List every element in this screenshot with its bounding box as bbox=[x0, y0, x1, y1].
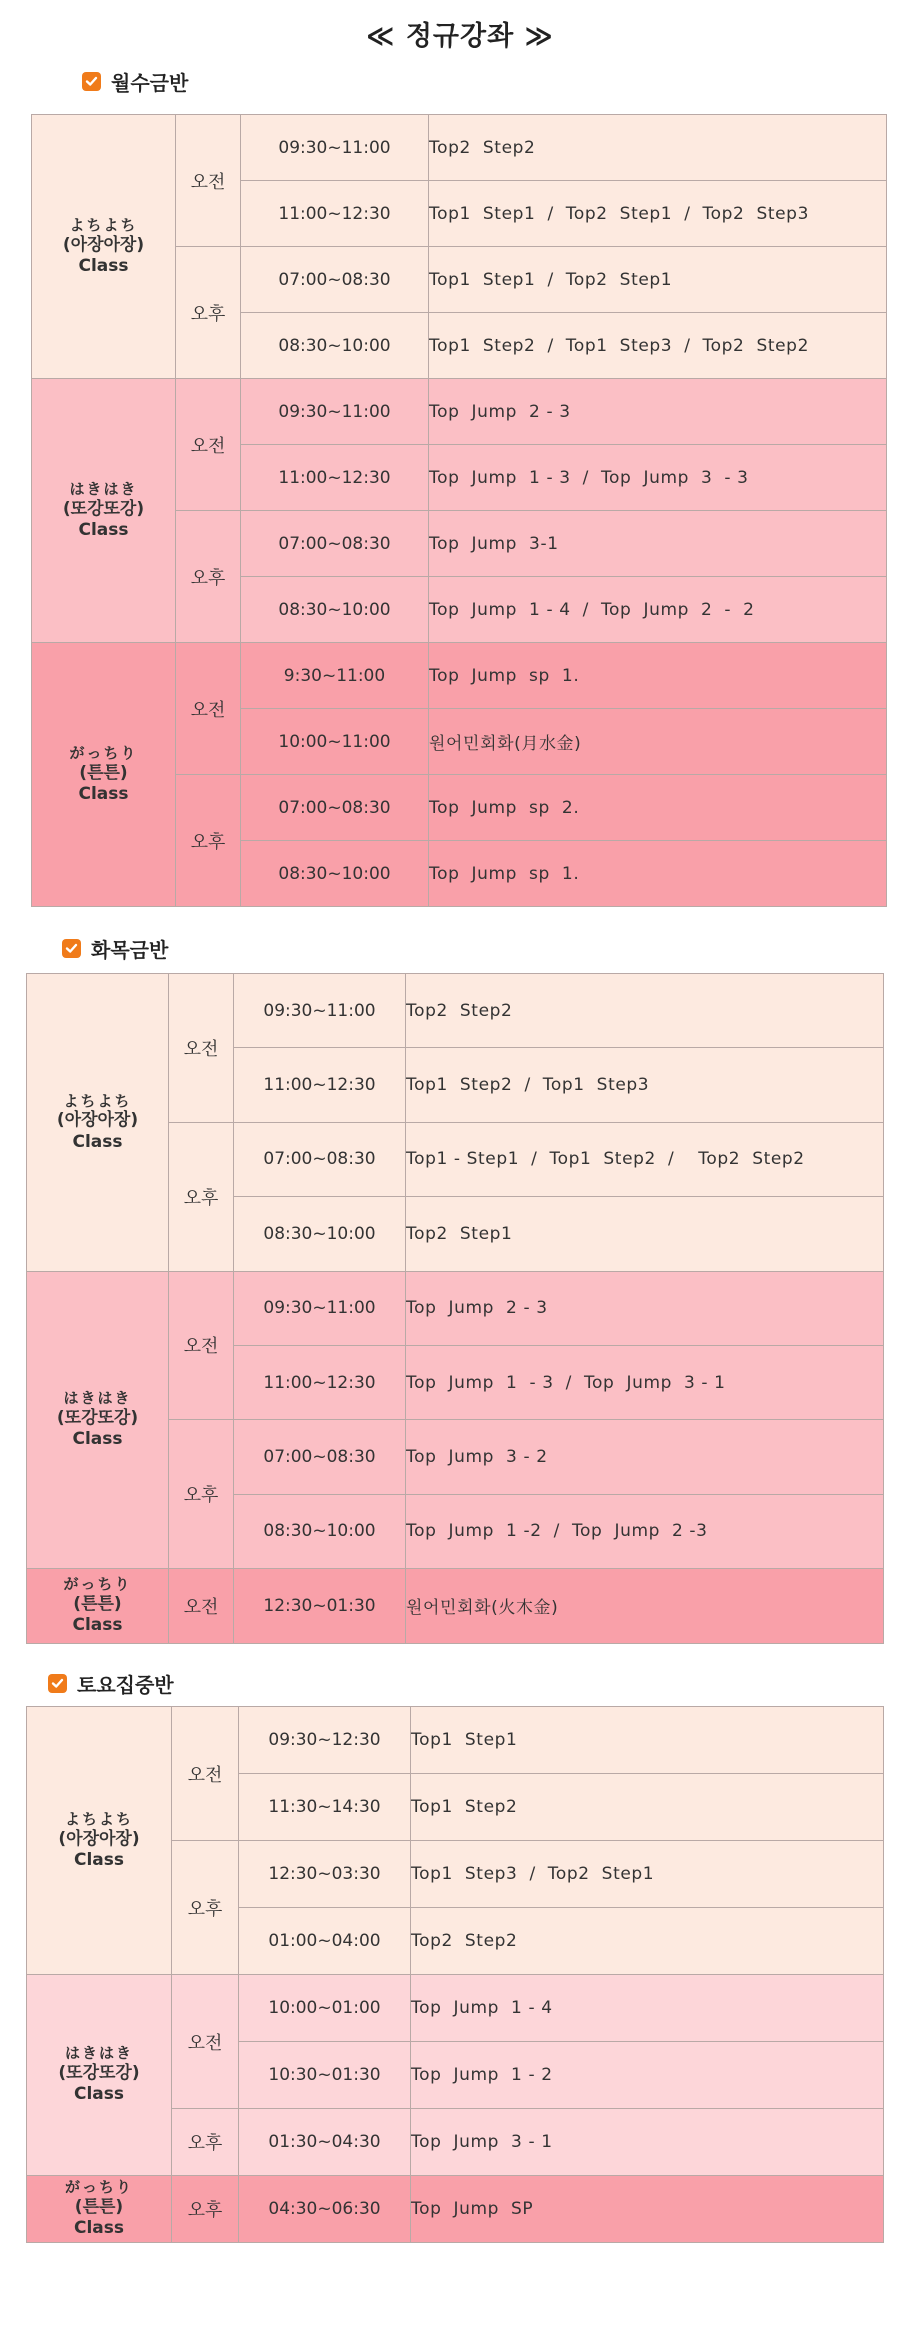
course-cell: Top1 Step3 / Top2 Step1 bbox=[411, 1841, 884, 1908]
course-cell: Top2 Step2 bbox=[429, 115, 887, 181]
period-cell: 오후 bbox=[172, 1841, 239, 1975]
schedule-table bbox=[31, 114, 887, 907]
course-cell: Top2 Step2 bbox=[406, 974, 884, 1048]
course-cell: Top Jump 1 - 4 bbox=[411, 1975, 884, 2042]
class-name-cell bbox=[32, 379, 176, 643]
table-row bbox=[27, 1707, 884, 1774]
time-cell: 04:30~06:30 bbox=[239, 2176, 411, 2243]
checkbox-icon bbox=[82, 72, 101, 91]
class-name-ko: (튼튼) bbox=[73, 1593, 122, 1614]
period-cell: 오후 bbox=[172, 2109, 239, 2176]
time-cell: 08:30~10:00 bbox=[241, 841, 429, 907]
course-cell: Top1 Step2 / Top1 Step3 / Top2 Step2 bbox=[429, 313, 887, 379]
course-cell: Top Jump 1 - 2 bbox=[411, 2042, 884, 2109]
period-cell: 오후 bbox=[172, 2176, 239, 2243]
course-cell: 원어민회화(月水金) bbox=[429, 709, 887, 775]
checkbox-icon bbox=[62, 939, 81, 958]
time-cell: 9:30~11:00 bbox=[241, 643, 429, 709]
course-cell: Top1 Step1 bbox=[411, 1707, 884, 1774]
time-cell: 08:30~10:00 bbox=[241, 577, 429, 643]
course-cell: Top Jump 3 - 2 bbox=[406, 1420, 884, 1494]
class-name-jp: がっちり bbox=[64, 2178, 133, 2197]
time-cell: 07:00~08:30 bbox=[241, 247, 429, 313]
time-cell: 09:30~12:30 bbox=[239, 1707, 411, 1774]
course-cell: Top Jump 2 - 3 bbox=[406, 1271, 884, 1345]
course-cell: Top2 Step1 bbox=[406, 1197, 884, 1271]
time-cell: 12:30~03:30 bbox=[239, 1841, 411, 1908]
time-cell: 11:00~12:30 bbox=[241, 181, 429, 247]
time-cell: 07:00~08:30 bbox=[234, 1420, 406, 1494]
period-cell: 오후 bbox=[176, 775, 241, 907]
section-label bbox=[48, 1668, 174, 1698]
time-cell: 10:30~01:30 bbox=[239, 2042, 411, 2109]
table-row bbox=[27, 1975, 884, 2042]
class-name-jp: よちよち bbox=[63, 1091, 132, 1110]
class-name-cell bbox=[27, 1707, 172, 1975]
period-cell: 오전 bbox=[176, 643, 241, 775]
course-cell: Top Jump SP bbox=[411, 2176, 884, 2243]
class-name-ko: (아장아장) bbox=[56, 1110, 139, 1131]
period-cell: 오전 bbox=[172, 1975, 239, 2109]
course-cell: Top1 Step2 / Top1 Step3 bbox=[406, 1048, 884, 1122]
class-name-cell bbox=[32, 643, 176, 907]
class-name-ko: (아장아장) bbox=[62, 234, 145, 255]
course-cell: Top Jump sp 2. bbox=[429, 775, 887, 841]
class-name-jp: がっちり bbox=[69, 743, 138, 762]
class-name-cell bbox=[27, 974, 169, 1272]
section-label-text: 화목금반 bbox=[91, 937, 169, 962]
course-cell: Top Jump 3-1 bbox=[429, 511, 887, 577]
period-cell: 오후 bbox=[176, 247, 241, 379]
class-name-cell bbox=[27, 1271, 169, 1569]
class-name-ko: (또강또강) bbox=[58, 2063, 140, 2084]
time-cell: 01:30~04:30 bbox=[239, 2109, 411, 2176]
table-row bbox=[27, 974, 884, 1048]
time-cell: 07:00~08:30 bbox=[234, 1122, 406, 1196]
time-cell: 08:30~10:00 bbox=[241, 313, 429, 379]
time-cell: 12:30~01:30 bbox=[234, 1569, 406, 1643]
table-row bbox=[32, 115, 887, 181]
time-cell: 10:00~01:00 bbox=[239, 1975, 411, 2042]
table-row bbox=[32, 643, 887, 709]
course-cell: Top1 Step2 bbox=[411, 1774, 884, 1841]
section-label bbox=[62, 933, 168, 963]
class-name-jp: はきはき bbox=[63, 1389, 132, 1408]
class-name-ko: (튼튼) bbox=[79, 762, 128, 783]
class-name-en: Class bbox=[72, 1429, 123, 1450]
course-cell: Top1 Step1 / Top2 Step1 / Top2 Step3 bbox=[429, 181, 887, 247]
class-name-en: Class bbox=[73, 2084, 124, 2105]
class-name-jp: よちよち bbox=[64, 1809, 133, 1828]
course-cell: 원어민회화(火木金) bbox=[406, 1569, 884, 1643]
class-name-ko: (튼튼) bbox=[74, 2197, 124, 2218]
course-cell: Top1 Step1 / Top2 Step1 bbox=[429, 247, 887, 313]
time-cell: 09:30~11:00 bbox=[234, 974, 406, 1048]
class-name-en: Class bbox=[78, 255, 129, 276]
class-name-en: Class bbox=[72, 1615, 123, 1636]
time-cell: 07:00~08:30 bbox=[241, 775, 429, 841]
time-cell: 08:30~10:00 bbox=[234, 1494, 406, 1568]
course-cell: Top Jump 1 - 3 / Top Jump 3 - 3 bbox=[429, 445, 887, 511]
table-row bbox=[27, 1271, 884, 1345]
time-cell: 01:00~04:00 bbox=[239, 1908, 411, 1975]
time-cell: 11:00~12:30 bbox=[234, 1345, 406, 1419]
course-cell: Top1 - Step1 / Top1 Step2 / Top2 Step2 bbox=[406, 1122, 884, 1196]
time-cell: 10:00~11:00 bbox=[241, 709, 429, 775]
time-cell: 11:30~14:30 bbox=[239, 1774, 411, 1841]
section-label-text: 토요집중반 bbox=[77, 1672, 174, 1697]
time-cell: 09:30~11:00 bbox=[241, 379, 429, 445]
schedule-table bbox=[26, 1706, 884, 2243]
section-label bbox=[82, 66, 188, 96]
course-cell: Top Jump 1 - 4 / Top Jump 2 - 2 bbox=[429, 577, 887, 643]
schedule-table bbox=[26, 973, 884, 1644]
course-cell: Top Jump sp 1. bbox=[429, 841, 887, 907]
class-name-cell bbox=[27, 1569, 169, 1643]
time-cell: 11:00~12:30 bbox=[241, 445, 429, 511]
course-cell: Top Jump sp 1. bbox=[429, 643, 887, 709]
course-cell: Top Jump 3 - 1 bbox=[411, 2109, 884, 2176]
course-cell: Top Jump 1 - 3 / Top Jump 3 - 1 bbox=[406, 1345, 884, 1419]
course-cell: Top Jump 1 -2 / Top Jump 2 -3 bbox=[406, 1494, 884, 1568]
table-row bbox=[32, 379, 887, 445]
period-cell: 오전 bbox=[169, 1569, 234, 1643]
class-name-jp: よちよち bbox=[69, 215, 138, 234]
period-cell: 오전 bbox=[176, 379, 241, 511]
class-name-en: Class bbox=[78, 519, 129, 540]
class-name-en: Class bbox=[78, 783, 129, 804]
class-name-en: Class bbox=[73, 2218, 124, 2239]
time-cell: 08:30~10:00 bbox=[234, 1197, 406, 1271]
time-cell: 09:30~11:00 bbox=[234, 1271, 406, 1345]
period-cell: 오전 bbox=[176, 115, 241, 247]
period-cell: 오전 bbox=[172, 1707, 239, 1841]
class-name-ko: (아장아장) bbox=[58, 1828, 140, 1849]
class-name-en: Class bbox=[72, 1131, 123, 1152]
course-cell: Top2 Step2 bbox=[411, 1908, 884, 1975]
period-cell: 오전 bbox=[169, 974, 234, 1123]
class-name-jp: がっちり bbox=[63, 1575, 132, 1594]
time-cell: 07:00~08:30 bbox=[241, 511, 429, 577]
table-row bbox=[27, 2176, 884, 2243]
period-cell: 오후 bbox=[169, 1122, 234, 1271]
class-name-ko: (또강또강) bbox=[62, 498, 145, 519]
table-row bbox=[27, 1569, 884, 1643]
section-label-text: 월수금반 bbox=[111, 70, 189, 95]
class-name-ko: (또강또강) bbox=[56, 1407, 139, 1428]
class-name-en: Class bbox=[73, 1849, 124, 1870]
course-cell: Top Jump 2 - 3 bbox=[429, 379, 887, 445]
class-name-jp: はきはき bbox=[64, 2044, 133, 2063]
time-cell: 09:30~11:00 bbox=[241, 115, 429, 181]
checkbox-icon bbox=[48, 1674, 67, 1693]
period-cell: 오전 bbox=[169, 1271, 234, 1420]
class-name-cell bbox=[32, 115, 176, 379]
period-cell: 오후 bbox=[176, 511, 241, 643]
class-name-jp: はきはき bbox=[69, 479, 138, 498]
period-cell: 오후 bbox=[169, 1420, 234, 1569]
class-name-cell bbox=[27, 1975, 172, 2176]
class-name-cell bbox=[27, 2176, 172, 2243]
page-title: ≪ 정규강좌 ≫ bbox=[366, 21, 554, 52]
time-cell: 11:00~12:30 bbox=[234, 1048, 406, 1122]
